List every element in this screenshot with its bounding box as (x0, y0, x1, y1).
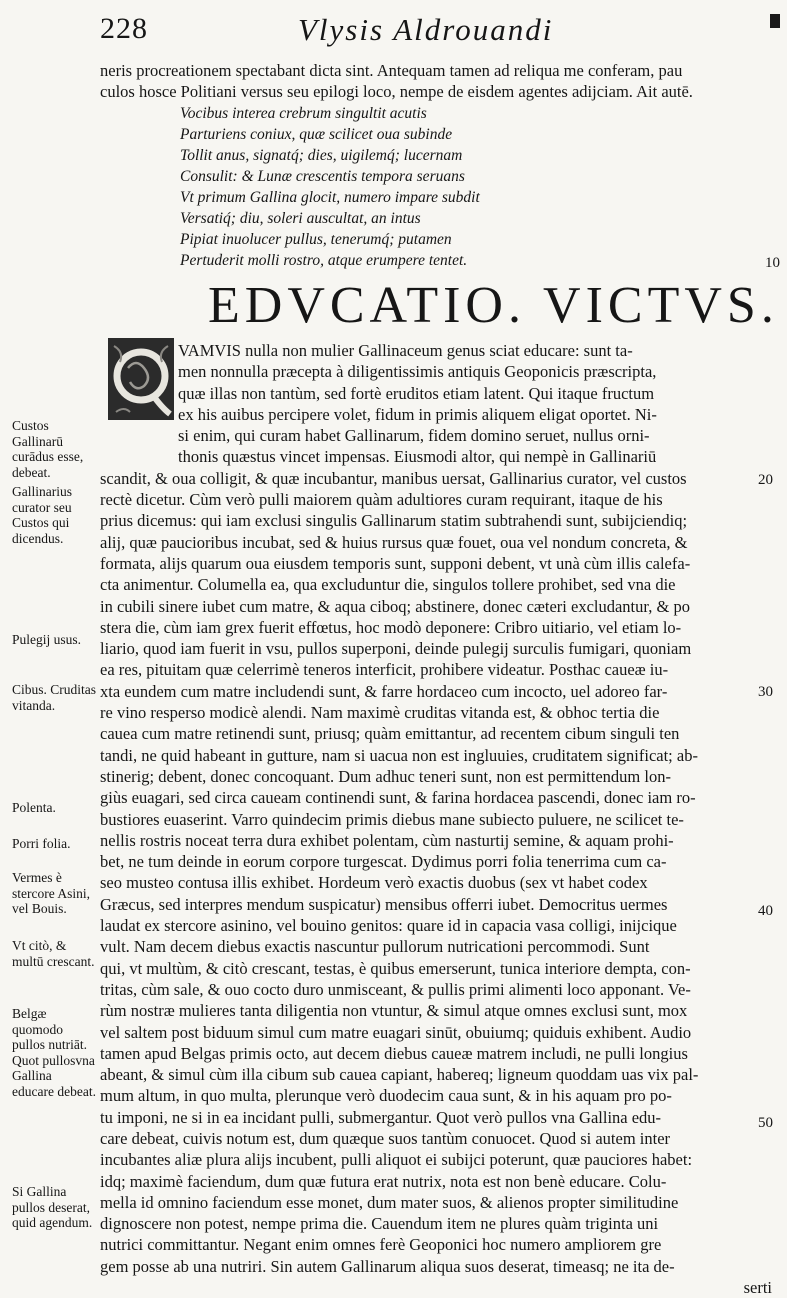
text-line: vel saltem post biduum simul cum matre euagari sinūt, obuiumq; quiduis exhibent. Audio (100, 1022, 692, 1042)
text-line: si enim, qui curam habet Gallinarum, fidem domino seruet, nullus orni- (178, 426, 650, 446)
line-number: 40 (758, 903, 773, 919)
text-line: stera die, cùm iam grex fuerit effœtus, hoc modò deponere: Cribro uitiario, vel etiam lo- (100, 617, 682, 637)
text-line: thonis quæstus vincet impensas. Eiusmodi altor, qui nempè in Gallinariū (178, 447, 657, 467)
intro-paragraph (100, 60, 770, 102)
line-number: 20 (758, 472, 773, 488)
page-header (100, 12, 780, 52)
text-line: men nonnulla præcepta à diligentissimis antiquis Geoponicis præscripta, (178, 362, 657, 382)
text-line: nutrici committantur. Negant enim omnes ferè Geoponici hoc numero ampliorem gre (100, 1235, 662, 1255)
text-line: incubantes aliæ plura alijs incubent, pulli aliquot ei subijci poterunt, quæ pauciores habet: (100, 1150, 693, 1170)
text-line: xta eundem cum matre includendi sunt, & farre hordaceo cum incocto, uel adoreo far- (100, 681, 668, 701)
verse-line: Vt primum Gallina glocit, numero impare subdit (180, 189, 480, 206)
line-number: 10 (765, 255, 780, 271)
text-line: scandit, & oua colligit, & quæ incubantur, manibus uersat, Gallinarius curator, vel custos (100, 468, 687, 488)
verse-line: Tollit anus, signatq́; dies, uigilemq́; lucernam (180, 147, 463, 164)
text-line: liario, quod iam fuerit in vsu, pullos superponi, deinde pulegij surculis fumigari, quoniam (100, 639, 692, 659)
text-line: qui, vt multùm, & citò crescant, testas, è quibus emerserunt, tunica interiore dempta, con- (100, 958, 691, 978)
text-line: Græcus, sed interpres mendum suspicatur) mensibus offerri iubet. Democritus uermes (100, 894, 668, 914)
text-line: cta animentur. Columella ea, qua excluduntur die, singulos tollere prohibet, sed vna die (100, 575, 676, 595)
text-line: ea res, pituitam quæ celerrimè teneros interficit, prohibere videatur. Posthac caueæ iu- (100, 660, 669, 680)
text-line: seo musteo contusa illis exhibet. Hordeum verò exactis duobus (sex vt habet codex (100, 873, 648, 893)
margin-note: Si Gallina pullos deserat, quid agendum. (12, 1184, 93, 1230)
text-line: ex his auibus percipere volet, fidum in primis aliquem eligat oportet. Ni- (178, 404, 657, 424)
text-line: abeant, & simul cùm illa cibum sub cauea capiant, habereq; ligneum quoddam uas vix pal- (100, 1065, 699, 1085)
text-line: re vino resperso modicè alendi. Nam maximè cruditas vitanda est, & obhoc tertia die (100, 703, 660, 723)
text-line: rectè dicetur. Cùm verò pulli maiorem quàm adultiores curam requirant, itaque de his (100, 490, 663, 510)
margin-note: Belgæ quomodo pullos nutriāt. Quot pullosvna Gallina educare debeat. (12, 1006, 96, 1099)
text-line: in cubili sinere iubet cum matre, & aqua ciboq; abstinere, donec cæteri excludantur, & po (100, 596, 690, 616)
text-line: VAMVIS nulla non mulier Gallinaceum genus sciat educare: sunt ta- (178, 341, 633, 360)
section-heading: EDVCATIO. VICTVS. (208, 277, 779, 334)
text-line: quæ illas non tantùm, sed fortè eruditos etiam latent. Qui itaque fructum (178, 383, 655, 403)
margin-note: Porri folia. (12, 836, 71, 851)
main-body-text (100, 340, 772, 1298)
text-line: alij, quæ paucioribus incubat, sed & huius rursus quæ fouet, oua vel nondum concreta, & (100, 532, 688, 552)
catchword: serti (743, 1278, 772, 1298)
verse-line: Parturiens coniux, quæ scilicet oua subinde (180, 126, 453, 143)
verse-line: Pertuderit molli rostro, atque erumpere tentet. (180, 252, 468, 269)
text-line: mum altum, in quo multa, plerunque verò duodecim caua sunt, & in his aquam pro po- (100, 1086, 672, 1106)
text-line: tandi, ne quid habeant in gutture, nam si uacua non est ingluuies, cruditatem significat; ab- (100, 745, 698, 765)
running-title: Vlysis Aldrouandi (298, 12, 554, 47)
line-number: 50 (758, 1115, 773, 1131)
text-line: prius dicemus: qui iam exclusi singulis Gallinarum statim subtrahendi sunt, subijciendiq; (100, 511, 688, 531)
text-line: stinerig; debent, donec concoquant. Dum adhuc teneri sunt, non est permittendum lon- (100, 766, 671, 786)
text-line: culos hosce Politiani versus seu epilogi loco, nempe de eisdem agentes adijciam. Ait autē. (100, 82, 693, 101)
text-line: tu imponi, ne si in ea incidant pulli, submergantur. Quot verò pullos vna Gallina edu- (100, 1107, 662, 1127)
politian-verse (180, 103, 660, 271)
text-line: rùm nostræ mulieres tanta diligentia non vtuntur, & simul atque omnes exclusi sunt, mox (100, 1001, 688, 1021)
margin-note: Cibus. Cruditas vitanda. (12, 682, 97, 713)
text-line: formata, alijs quarum oua eiusdem temporis sunt, supponi debent, vt unà cùm illis calefa- (100, 553, 691, 573)
text-line: tritas, cùm sale, & ouo cocto duro unmisceant, & pullis primi alimenti loco apponant. Ve- (100, 979, 691, 999)
margin-note: Polenta. (12, 800, 56, 815)
text-line: giùs euagari, sed circa caueam continendi sunt, & farina hordacea pascendi, donec iam ro- (100, 788, 696, 808)
text-line: vult. Nam decem diebus exactis nascuntur pullorum nutricationi percommodi. Sunt (100, 937, 650, 957)
margin-note: Vt citò, & multū crescant. (12, 938, 95, 969)
text-line: laudat ex stercore asinino, vel bouino genitos: quare id in capacia vasa colligi, inijcique (100, 916, 677, 936)
text-line: dignoscere non potest, nempe prima die. Cauendum item ne plures quàm triginta uni (100, 1214, 659, 1234)
verse-line: Vocibus interea crebrum singultit acutis (180, 105, 427, 122)
verse-line: Versatiq́; diu, soleri auscultat, an intus (180, 210, 421, 227)
text-line: gem posse ab una nutriri. Sin autem Gallinarum aliqua suos deserat, timeasq; ne ita de- (100, 1256, 675, 1276)
page-number: 228 (100, 12, 148, 45)
text-line: nellis rostris noceat terra dura exhibet polentam, cùm nasturtij semine, & aquam prohi- (100, 830, 674, 850)
line-number: 30 (758, 684, 773, 700)
text-line: mella id omnino faciendum esse monet, dum mater suos, & alienos propter similitudine (100, 1192, 679, 1212)
ink-blot-mark (770, 14, 780, 28)
margin-note: Pulegij usus. (12, 632, 82, 647)
verse-line: Consulit: & Lunæ crescentis tempora seruans (180, 168, 465, 185)
text-line: care debeat, cuivis notum est, dum quæque suos tantùm conuocet. Quod si autem inter (100, 1128, 671, 1148)
margin-note: Custos Gallinarū curādus esse, debeat. (12, 418, 84, 480)
margin-note: Vermes è stercore Asini, vel Bouis. (12, 870, 90, 916)
text-line: neris procreationem spectabant dicta sint. Antequam tamen ad reliqua me conferam, pau (100, 61, 683, 80)
verse-line: Pipiat inuolucer pullus, tenerumq́; putamen (180, 231, 452, 248)
text-line: bet, ne tum deinde in eorum corpore turgescat. Dydimus porri folia tenerrima cum ca- (100, 852, 667, 872)
text-line: bustiores euaserint. Varro quindecim primis diebus mane subiecto puluere, ne scilicet te- (100, 809, 684, 829)
text-line: idq; maximè faciendum, dum quæ futura erat nutrix, nota est non benè educare. Colu- (100, 1171, 667, 1191)
text-line: cauea cum matre retinendi sunt, priusq; quàm emittantur, ad recentem cibum singuli ten (100, 724, 680, 744)
text-line: tamen apud Belgas primis octo, aut decem diebus caueæ matrem includi, ne pulli longius (100, 1043, 688, 1063)
margin-note: Gallinarius curator seu Custos qui dicendus. (12, 484, 72, 546)
